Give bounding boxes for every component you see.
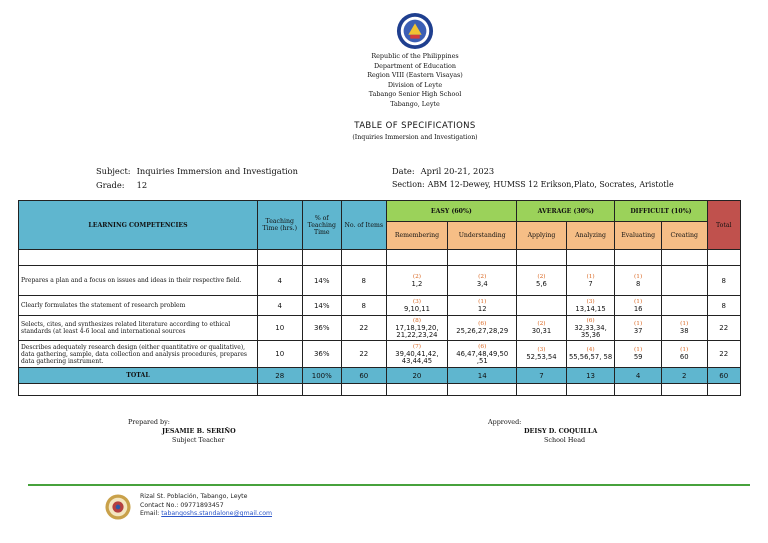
school-seal-logo	[105, 494, 131, 520]
specifications-table	[18, 200, 741, 396]
table-row	[19, 341, 741, 368]
items-cell: 8	[342, 266, 387, 296]
totals-label: TOTAL	[19, 368, 258, 384]
items-cell: 22	[342, 316, 387, 341]
items-cell: 22	[342, 341, 387, 368]
item-numbers: 9,10,11	[403, 304, 430, 313]
row-total: 22	[707, 316, 741, 341]
date-value: April 20-21, 2023	[420, 166, 495, 176]
item-numbers: 8	[635, 279, 641, 288]
understanding-cell	[448, 316, 517, 341]
prepared-label: Prepared by:	[128, 418, 170, 426]
header-evaluating: Evaluating	[615, 222, 662, 250]
header-line: Tabango, Leyte	[390, 99, 440, 108]
header-analyzing: Analyzing	[566, 222, 615, 250]
header-line: Republic of the Philippines	[371, 52, 459, 60]
creating-cell	[661, 341, 707, 368]
total-creating: 2	[661, 368, 707, 384]
item-numbers: 52,53,54	[526, 353, 557, 361]
total-remembering: 20	[386, 368, 448, 384]
spacer-row	[19, 250, 741, 266]
items-cell: 8	[342, 296, 387, 316]
item-count: (4)	[586, 347, 595, 353]
section-label: Section:	[392, 180, 425, 189]
section-field	[392, 180, 674, 189]
total-hours: 28	[257, 368, 302, 384]
approved-title: School Head	[544, 436, 586, 444]
subject-field	[96, 166, 298, 176]
competency-text: Prepares a plan and a focus on issues and ideas in their respective field.	[19, 266, 258, 296]
percent-cell: 14%	[302, 266, 341, 296]
item-count: (7)	[412, 343, 422, 350]
hours-cell: 4	[257, 266, 302, 296]
approved-name: DEISY D. COQUILLA	[524, 427, 598, 435]
document-title: TABLE OF SPECIFICATIONS	[354, 121, 476, 131]
remembering-cell	[386, 341, 448, 368]
footer-contact	[140, 493, 272, 519]
approved-label: Approved:	[488, 418, 522, 426]
header-percent: % of Teaching Time	[302, 201, 341, 250]
remembering-cell	[386, 316, 448, 341]
date-field	[392, 166, 494, 176]
subject-label: Subject:	[96, 166, 131, 176]
percent-cell: 36%	[302, 341, 341, 368]
hours-cell: 10	[257, 341, 302, 368]
item-count: (3)	[412, 298, 422, 305]
prepared-title: Subject Teacher	[172, 436, 225, 444]
grade-value: 12	[136, 180, 148, 190]
table-row	[19, 296, 741, 316]
item-numbers: 12	[477, 304, 487, 313]
understanding-cell	[448, 296, 517, 316]
total-applying: 7	[517, 368, 567, 384]
item-numbers: 39,40,41,42, 43,44,45	[395, 349, 439, 365]
header-line: Region VIII (Eastern Visayas)	[367, 71, 463, 80]
applying-cell	[517, 341, 567, 368]
date-label: Date:	[392, 166, 415, 176]
item-count: (1)	[680, 347, 689, 353]
header-line: Tabango Senior High School	[368, 90, 462, 99]
item-count: (2)	[478, 273, 487, 280]
prepared-name: JESAMIE B. SERIÑO	[162, 427, 236, 435]
agency-header	[250, 52, 580, 110]
footer-divider	[28, 484, 750, 486]
understanding-cell	[448, 266, 517, 296]
row-total: 8	[707, 266, 741, 296]
section-value: ABM 12-Dewey, HUMSS 12 Erikson,Plato, Socrates, Aristotle	[427, 180, 674, 189]
evaluating-cell	[615, 266, 662, 296]
header-competencies: LEARNING COMPETENCIES	[19, 201, 258, 250]
creating-cell	[661, 296, 707, 316]
header-remembering: Remembering	[386, 222, 448, 250]
evaluating-cell	[615, 316, 662, 341]
item-count: (1)	[634, 273, 643, 280]
item-count: (8)	[412, 317, 422, 324]
item-numbers: 60	[679, 353, 689, 361]
item-numbers: 17,18,19,20, 21,22,23,24	[395, 323, 439, 339]
item-numbers: 25,26,27,28,29	[456, 327, 509, 335]
item-count: (1)	[634, 321, 643, 327]
competency-text: Clearly formulates the statement of research problem	[19, 296, 258, 316]
remembering-cell	[386, 266, 448, 296]
total-analyzing: 13	[566, 368, 615, 384]
item-count: (6)	[586, 317, 595, 324]
footer-email-line	[140, 510, 272, 519]
evaluating-cell	[615, 296, 662, 316]
item-count: (1)	[478, 298, 487, 305]
competency-text: Describes adequately research design (either quantitative or qualitative), data gathering, sample, data collection and analysis procedures, prepares data gathering instrument.	[19, 341, 258, 368]
table-row	[19, 316, 741, 341]
item-count: (3)	[537, 347, 546, 353]
approved-by-block	[488, 418, 597, 445]
hours-cell: 10	[257, 316, 302, 341]
item-numbers: 5,6	[536, 279, 547, 288]
applying-cell	[517, 296, 567, 316]
item-numbers: 3,4	[476, 279, 488, 288]
item-numbers: 32,33,34, 35,36	[574, 323, 607, 339]
item-numbers: 13,14,15	[575, 304, 606, 313]
document-subtitle: (Inquiries Immersion and Investigation)	[352, 134, 478, 141]
item-numbers: 30,31	[531, 327, 552, 335]
table-row	[19, 266, 741, 296]
grade-label: Grade:	[96, 180, 125, 190]
percent-cell: 36%	[302, 316, 341, 341]
item-numbers: 38	[679, 327, 689, 335]
footer-address: Rizal St. Población, Tabango, Leyte	[140, 493, 248, 500]
header-applying: Applying	[517, 222, 567, 250]
item-count: (2)	[537, 321, 546, 327]
remembering-cell	[386, 296, 448, 316]
subject-value: Inquiries Immersion and Investigation	[136, 166, 299, 176]
header-average: AVERAGE (30%)	[517, 201, 615, 222]
header-line: Department of Education	[373, 61, 457, 70]
analyzing-cell	[566, 341, 615, 368]
applying-cell	[517, 266, 567, 296]
item-count: (1)	[634, 347, 643, 353]
footer-phone: Contact No.: 09771893457	[140, 501, 224, 509]
percent-cell: 14%	[302, 296, 341, 316]
competency-text: Selects, cites, and synthesizes related literature according to ethical standards (at least 4-6 local and international sources	[19, 316, 258, 341]
header-total: Total	[707, 201, 741, 250]
item-numbers: 59	[633, 353, 643, 361]
item-numbers: 55,56,57, 58	[568, 353, 613, 361]
header-hours: Teaching Time (hrs.)	[257, 201, 302, 250]
item-count: (1)	[634, 298, 643, 305]
applying-cell	[517, 316, 567, 341]
header-items: No. of Items	[342, 201, 387, 250]
total-understanding: 14	[448, 368, 517, 384]
evaluating-cell	[615, 341, 662, 368]
header-creating: Creating	[661, 222, 707, 250]
email-label: Email:	[140, 510, 160, 518]
grade-field	[96, 180, 147, 190]
item-numbers: 1,2	[411, 279, 423, 288]
row-total: 22	[707, 341, 741, 368]
item-count: (6)	[478, 321, 487, 327]
analyzing-cell	[566, 266, 615, 296]
grand-total: 60	[707, 368, 741, 384]
spacer-row	[19, 384, 741, 396]
header-line: Division of Leyte	[387, 80, 443, 89]
item-numbers: 16	[633, 304, 643, 313]
total-evaluating: 4	[615, 368, 662, 384]
analyzing-cell	[566, 296, 615, 316]
item-numbers: 7	[588, 279, 593, 288]
creating-cell	[661, 266, 707, 296]
row-total: 8	[707, 296, 741, 316]
item-count: (2)	[412, 273, 422, 280]
item-count: (1)	[680, 321, 689, 327]
hours-cell: 4	[257, 296, 302, 316]
total-items: 60	[342, 368, 387, 384]
deped-seal-logo	[396, 12, 434, 50]
item-count: (6)	[478, 343, 487, 350]
item-count: (2)	[537, 273, 546, 280]
understanding-cell	[448, 341, 517, 368]
item-count: (3)	[586, 298, 595, 305]
header-easy: EASY (60%)	[386, 201, 517, 222]
totals-row	[19, 368, 741, 384]
total-percent: 100%	[302, 368, 341, 384]
item-count: (1)	[586, 273, 595, 280]
analyzing-cell	[566, 316, 615, 341]
creating-cell	[661, 316, 707, 341]
prepared-by-block	[128, 418, 236, 445]
item-numbers: 46,47,48,49,50 ,51	[456, 349, 509, 365]
header-difficult: DIFFICULT (10%)	[615, 201, 707, 222]
email-link[interactable]: tabangoshs.standalone@gmail.com	[161, 510, 273, 518]
item-numbers: 37	[633, 327, 643, 335]
header-understanding: Understanding	[448, 222, 517, 250]
